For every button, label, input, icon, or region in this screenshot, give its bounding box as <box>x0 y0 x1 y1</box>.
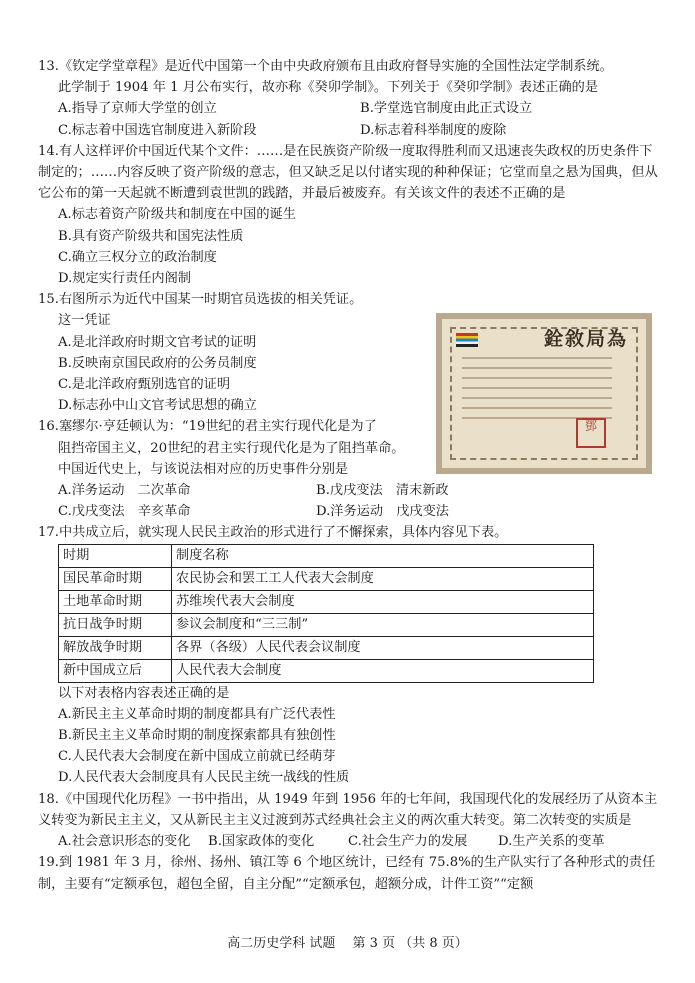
table-cell: 参议会制度和“三三制” <box>172 613 594 636</box>
q13-options-cd <box>38 120 660 141</box>
q15-option-c: C.是北洋政府甄别选官的证明 <box>58 377 231 393</box>
q13-option-b: B.学堂选官制度由此正式设立 <box>360 101 533 117</box>
q14-option-d: D.规定实行责任内阁制 <box>58 271 191 287</box>
q13-options-ab <box>38 98 660 119</box>
certificate-image <box>436 313 652 474</box>
q17-stem: 17.中共成立后，就实现人民民主政治的形式进行了不懈探索，具体内容见下表。 <box>38 525 508 541</box>
q18-option-a: A.社会意识形态的变化 <box>58 834 191 850</box>
q18-stem: 18.《中国现代化历程》一书中指出，从 1949 年到 1956 年的七年间，我国现代化的发展经历了从资本主义转变为新民主主义，又从新民主主义过渡到苏式经典社会主义的两次重大转变。第二次转变的实质是 <box>38 791 658 828</box>
page-footer: 高二历史学科 试题 第 3 页 （共 8 页） <box>227 936 468 951</box>
q15-block <box>38 289 418 459</box>
table-cell: 国民革命时期 <box>59 567 172 590</box>
table-header-system: 制度名称 <box>172 544 594 567</box>
q15-option-b: B.反映南京国民政府的公务员制度 <box>58 355 257 371</box>
table-row <box>59 659 594 682</box>
q16-option-c: C.戊戌变法 辛亥革命 <box>58 504 191 520</box>
q14-option-c: C.确立三权分立的政治制度 <box>58 249 217 265</box>
q16-option-d: D.洋务运动 戊戌变法 <box>316 504 449 520</box>
table-cell: 新中国成立后 <box>59 659 172 682</box>
q17-option-d: D.人民代表大会制度具有人民民主统一战线的性质 <box>58 770 350 786</box>
q18-options <box>38 831 660 852</box>
table-cell: 人民代表大会制度 <box>172 659 594 682</box>
certificate-title: 銓敘局為 <box>543 328 628 350</box>
q14-option-a: A.标志着资产阶级共和制度在中国的诞生 <box>58 207 296 223</box>
q15-stem-2: 这一凭证 <box>58 313 111 329</box>
q18-option-c: C.社会生产力的发展 <box>348 834 468 850</box>
questions <box>38 56 660 895</box>
q16-option-a: A.洋务运动 二次革命 <box>58 483 191 499</box>
q17-table <box>58 544 594 683</box>
table-row <box>59 567 594 590</box>
q18-option-d: D.生产关系的变革 <box>498 834 605 850</box>
q18-option-b: B.国家政体的变化 <box>208 834 315 850</box>
table-row <box>59 613 594 636</box>
q17-stem-2: 以下对表格内容表述正确的是 <box>58 685 230 701</box>
q16-stem-2: 阻挡帝国主义，20世纪的君主实行现代化是为了阻挡革命。 <box>58 440 405 456</box>
q16-option-b: B.戊戌变法 清末新政 <box>316 483 449 499</box>
table-header-period: 时期 <box>59 544 172 567</box>
q13-option-a: A.指导了京师大学堂的创立 <box>58 101 217 117</box>
q15-stem: 15.右图所示为近代中国某一时期官员选拔的相关凭证。 <box>38 292 363 308</box>
q17-option-c: C.人民代表大会制度在新中国成立前就已经萌芽 <box>58 749 336 765</box>
q13-stem-1: 13.《钦定学堂章程》是近代中国第一个由中央政府颁布且由政府督导实施的全国性法定学制系统。 <box>38 59 613 74</box>
q16-stem-3: 中国近代史上，与该说法相对应的历史事件分别是 <box>58 461 349 477</box>
q17-option-a: A.新民主主义革命时期的制度都具有广泛代表性 <box>58 706 336 722</box>
q19-stem: 19.到 1981 年 3 月，徐州、扬州、镇江等 6 个地区统计，已经有 75.8%的生产队实行了各种形式的责任制，主要有“定额承包，超包全留，自主分配”“定额承包，超额分成，计件工资”“定额 <box>38 855 656 892</box>
q14-stem: 14.有人这样评价中国近代某个文件：……是在民族资产阶级一度取得胜利而又迅速丧失政权的历史条件下制定的；……内容反映了资产阶级的意志，但又缺乏足以付诸实现的种种保证；它堂而皇之悬为国典，但从它公布的第一天起就不断遭到袁世凯的践踏，并最后被废弃。有关该文件的表述不正确的是 <box>38 143 658 202</box>
table-cell: 解放战争时期 <box>59 636 172 659</box>
table-row <box>59 636 594 659</box>
table-cell: 抗日战争时期 <box>59 613 172 636</box>
q16-options-ab <box>38 480 660 501</box>
q16-options-cd <box>38 501 660 522</box>
q15-option-d: D.标志孙中山文官考试思想的确立 <box>58 398 257 414</box>
table-cell: 土地革命时期 <box>59 590 172 613</box>
q14-option-b: B.具有资产阶级共和国宪法性质 <box>58 228 244 244</box>
flag-icon <box>456 333 478 347</box>
seal-stamp: 鄧 <box>576 418 606 448</box>
table-cell: 农民协会和罢工工人代表大会制度 <box>172 567 594 590</box>
q15-option-a: A.是北洋政府时期文官考试的证明 <box>58 334 257 350</box>
q13-option-d: D.标志着科举制度的废除 <box>360 122 507 138</box>
table-header-row <box>59 544 594 567</box>
table-cell: 各界（各级）人民代表会议制度 <box>172 636 594 659</box>
q13-stem-2: 此学制于 1904 年 1 月公布实行，故亦称《癸卯学制》。下列关于《癸卯学制》表述正确的是 <box>58 80 599 96</box>
q13-option-c: C.标志着中国选官制度进入新阶段 <box>58 122 257 138</box>
table-cell: 苏维埃代表大会制度 <box>172 590 594 613</box>
q17-option-b: B.新民主主义革命时期的制度探索都具有独创性 <box>58 728 336 744</box>
q16-stem-1: 16.塞缪尔·亨廷顿认为：“19世纪的君主实行现代化是为了 <box>38 419 377 435</box>
table-row <box>59 590 594 613</box>
